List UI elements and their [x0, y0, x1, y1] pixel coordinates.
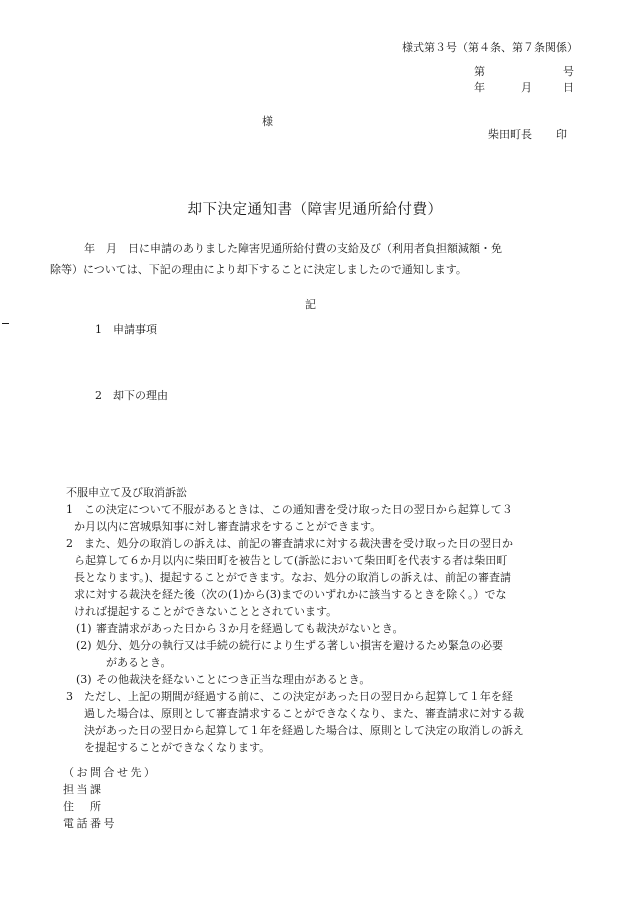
- appeal-notice: [66, 484, 578, 756]
- sub-item-2: [66, 637, 578, 671]
- intro-line-1: 年 月 日に申請のありました障害児通所給付費の支給及び（利用者負担額減額・免: [84, 242, 502, 255]
- issuer-line: [488, 127, 567, 144]
- number-suffix: 号: [563, 65, 574, 78]
- sub-item-number: (3): [76, 673, 92, 686]
- addressee-suffix: 様: [262, 115, 273, 128]
- section-number: 2: [95, 389, 102, 402]
- sub-item-line: があるとき。: [106, 656, 172, 669]
- contact-department: 担当課: [63, 783, 104, 796]
- paragraph-line: を提起することができなくなります。: [84, 741, 271, 754]
- intro-line-2: 除等）については、下記の理由により却下することに決定しましたので通知します。: [50, 263, 467, 276]
- issuer-name: 柴田町長: [488, 128, 532, 141]
- paragraph-line: また、処分の取消しの訴えは、前記の審査請求に対する裁決書を受け取った日の翌日か: [84, 537, 513, 550]
- date-day: 日: [563, 81, 574, 94]
- section-label: 却下の理由: [113, 389, 168, 402]
- appeal-paragraph-1: [66, 501, 578, 535]
- section-label: 申請事項: [113, 323, 157, 336]
- section-rejection-reason: [95, 388, 168, 405]
- paragraph-line: ら起算して６か月以内に柴田町を被告として(訴訟において柴田町を代表する者は柴田町: [74, 554, 508, 567]
- sub-item-1: [66, 620, 578, 637]
- sub-item-line: 審査請求があった日から３か月を経過しても裁決がないとき。: [96, 622, 404, 635]
- sub-item-3: [66, 671, 578, 688]
- form-number: 様式第３号（第４条、第７条関係）: [402, 41, 578, 54]
- paragraph-number: 1: [66, 503, 73, 516]
- sub-item-line: その他裁決を経ないことにつき正当な理由があるとき。: [96, 673, 371, 686]
- issuer-seal: 印: [556, 128, 567, 141]
- date-year: 年: [474, 81, 485, 94]
- contact-phone: 電話番号: [63, 817, 117, 830]
- ki-heading: 記: [305, 298, 316, 311]
- sub-item-line: 処分、処分の執行又は手続の続行により生ずる著しい損害を避けるため緊急の必要: [96, 639, 503, 652]
- section-number: 1: [95, 323, 102, 336]
- paragraph-line: 長となります。)、提起することができます。なお、処分の取消しの訴えは、前記の審査請: [74, 571, 512, 584]
- appeal-heading: 不服申立て及び取消訴訟: [66, 486, 187, 499]
- document-title: 却下決定通知書（障害児通所給付費）: [187, 202, 443, 218]
- number-prefix: 第: [474, 65, 485, 78]
- appeal-paragraph-3: [66, 688, 578, 756]
- paragraph-line: 求に対する裁決を経た後（次の(1)から(3)までのいずれかに該当するときを除く。）でな: [74, 588, 507, 601]
- contact-heading: （お問合せ先）: [63, 766, 158, 779]
- appeal-paragraph-2: [66, 535, 578, 620]
- paragraph-line: この決定について不服があるときは、この通知書を受け取った日の翌日から起算して３: [84, 503, 513, 516]
- section-application-matter: [95, 322, 157, 339]
- date-month: 月: [521, 81, 532, 94]
- paragraph-line: ただし、上記の期間が経過する前に、この決定があった日の翌日から起算して１年を経: [84, 690, 513, 703]
- paragraph-line: か月以内に宮城県知事に対し審査請求をすることができます。: [74, 520, 382, 533]
- paragraph-line: 過した場合は、原則として審査請求することができなくなり、また、審査請求に対する裁: [84, 707, 524, 720]
- sub-item-number: (1): [76, 622, 92, 635]
- paragraph-line: 決があった日の翌日から起算して１年を経過した場合は、原則として決定の取消しの訴え: [84, 724, 524, 737]
- contact-block: [63, 764, 158, 832]
- contact-address: 住 所: [63, 800, 104, 813]
- paragraph-number: 2: [66, 537, 73, 550]
- paragraph-number: 3: [66, 690, 73, 703]
- fold-mark: [2, 323, 9, 324]
- paragraph-line: ければ提起することができないこととされています。: [74, 605, 338, 618]
- sub-item-number: (2): [76, 639, 92, 652]
